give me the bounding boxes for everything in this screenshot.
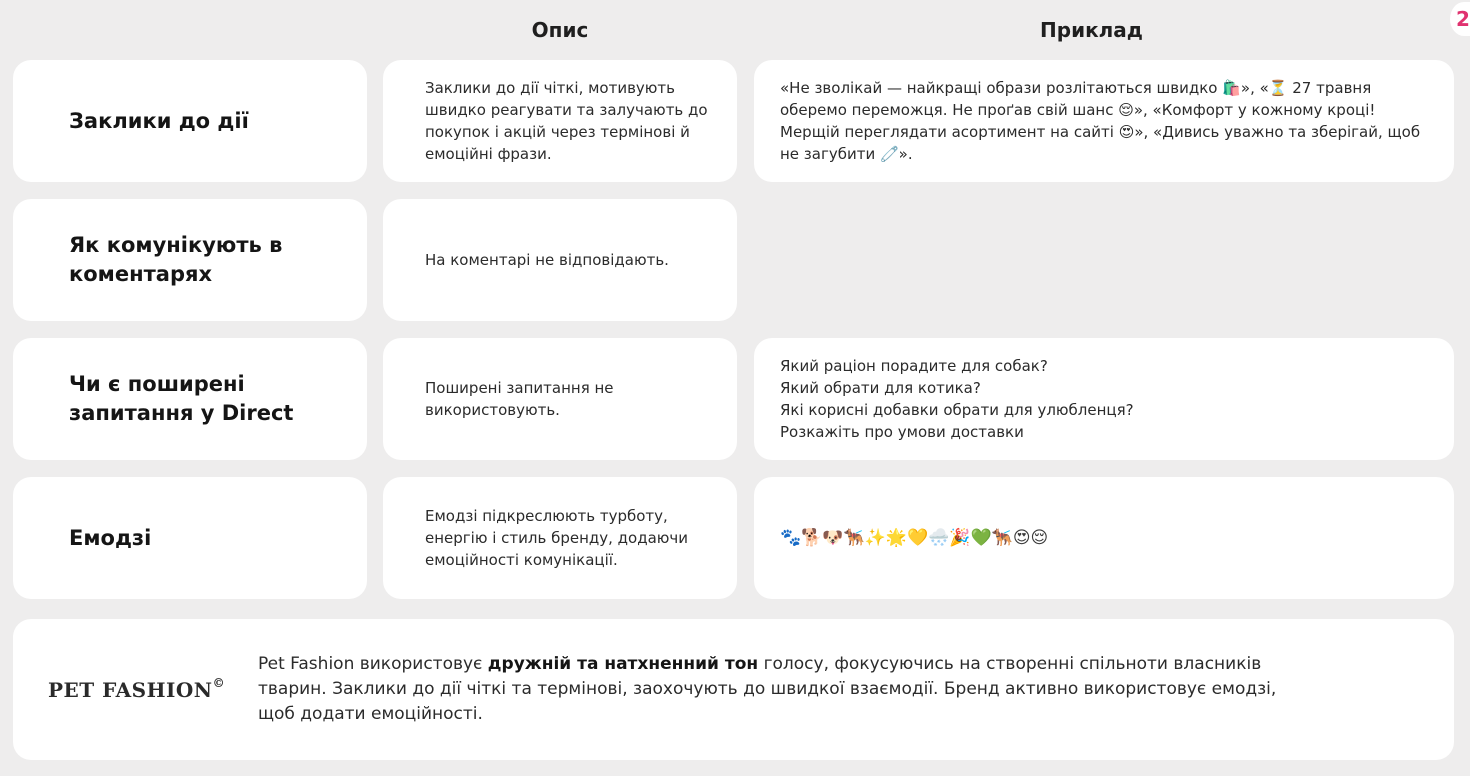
row-label-comments bbox=[13, 199, 367, 321]
row-description-emoji bbox=[383, 477, 737, 599]
row-description-comments bbox=[383, 199, 737, 321]
logo-paw-mark: © bbox=[212, 675, 226, 690]
row-label-text: Заклики до дії bbox=[69, 108, 249, 133]
faq-item: Який раціон порадите для собак? bbox=[780, 357, 1048, 375]
summary-tone-highlight: дружній та натхненний тон bbox=[487, 654, 759, 674]
emoji-set: 🐾🐕🐶🐕‍🦺✨🌟💛🌨️🎉💚🐕‍🦺😍😌 bbox=[780, 528, 1049, 548]
row-label-text: Чи є поширені запитання у Direct bbox=[69, 372, 294, 425]
row-label-direct-faq bbox=[13, 338, 367, 460]
faq-item: Розкажіть про умови доставки bbox=[780, 423, 1024, 441]
row-description-calls-to-action bbox=[383, 60, 737, 182]
row-example-emoji bbox=[754, 477, 1454, 599]
summary-text-start: Pet Fashion використовує bbox=[258, 654, 488, 674]
row-label-text: Як комунікують в коментарях bbox=[69, 233, 283, 286]
row-description-text: Емодзі підкреслюють турботу, енергію і стиль бренду, додаючи емоційності комунікації. bbox=[425, 507, 689, 569]
column-header-description: Опис bbox=[531, 18, 589, 42]
row-example-direct-faq bbox=[754, 338, 1454, 460]
column-header-example: Приклад bbox=[1040, 18, 1143, 42]
row-description-text: На коментарі не відповідають. bbox=[425, 251, 669, 269]
faq-item: Які корисні добавки обрати для улюбленця? bbox=[780, 401, 1134, 419]
summary-text-end: голосу, фокусуючись на створенні спільноти власників тварин. Заклики до дії чіткі та термінові, заохочують до швидкої взаємодії. Бренд активно використовує емодзі, щоб додати емоційності. bbox=[258, 654, 1277, 724]
faq-list bbox=[780, 355, 1134, 443]
brand-summary-card bbox=[13, 619, 1454, 760]
row-example-calls-to-action bbox=[754, 60, 1454, 182]
row-description-text: Заклики до дії чіткі, мотивують швидко реагувати та залучають до покупок і акцій через термінові й емоційні фрази. bbox=[425, 79, 708, 163]
faq-item: Який обрати для котика? bbox=[780, 379, 981, 397]
row-description-direct-faq bbox=[383, 338, 737, 460]
brand-summary-text bbox=[258, 652, 1278, 727]
row-example-text: «Не зволікай — найкращі образи розлітаються швидко 🛍️», «⏳ 27 травня оберемо переможця. Не проґав свій шанс 😌», «Комфорт у кожному кроці! Мерщій переглядати асортимент на сайті 😍», «Дивись уважно та зберігай, щоб не загубити 🧷». bbox=[780, 79, 1421, 163]
logo-text: PET FASHION bbox=[48, 677, 213, 702]
row-label-emoji bbox=[13, 477, 367, 599]
page-number-badge: 2 bbox=[1450, 2, 1470, 36]
row-description-text: Поширені запитання не використовують. bbox=[425, 379, 614, 419]
pet-fashion-logo bbox=[48, 675, 258, 702]
row-label-calls-to-action bbox=[13, 60, 367, 182]
row-label-text: Емодзі bbox=[69, 525, 152, 550]
